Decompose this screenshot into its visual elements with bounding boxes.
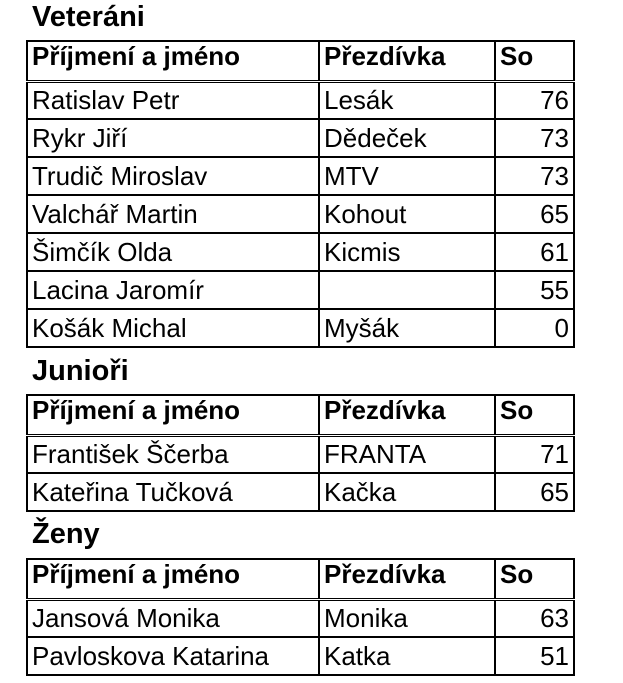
cell-name: Košák Michal: [27, 309, 319, 347]
col-header-name: Příjmení a jméno: [27, 559, 319, 599]
cell-nickname: Monika: [319, 599, 495, 637]
col-header-nickname: Přezdívka: [319, 559, 495, 599]
cell-name: Lacina Jaromír: [27, 271, 319, 309]
table-row: [27, 195, 574, 233]
table-juniori: [26, 394, 575, 512]
cell-name: Kateřina Tučková: [27, 473, 319, 511]
table-row: [27, 473, 574, 511]
section-title-zeny: Ženy: [32, 518, 100, 550]
cell-name: Ratislav Petr: [27, 81, 319, 119]
cell-score: 0: [495, 309, 574, 347]
cell-nickname: Katka: [319, 637, 495, 675]
table-row: [27, 435, 574, 473]
col-header-name: Příjmení a jméno: [27, 41, 319, 81]
header-row: [27, 41, 574, 81]
cell-name: Rykr Jiří: [27, 119, 319, 157]
section-title-juniori: Junioři: [32, 355, 129, 387]
cell-score: 51: [495, 637, 574, 675]
cell-nickname: Kačka: [319, 473, 495, 511]
cell-nickname: Kicmis: [319, 233, 495, 271]
table-row: [27, 599, 574, 637]
table-row: [27, 119, 574, 157]
cell-name: Trudič Miroslav: [27, 157, 319, 195]
cell-name: František Ščerba: [27, 435, 319, 473]
table-row: [27, 233, 574, 271]
cell-nickname: Kohout: [319, 195, 495, 233]
table-veterani: [26, 40, 575, 348]
cell-name: Šimčík Olda: [27, 233, 319, 271]
cell-score: 73: [495, 119, 574, 157]
cell-nickname: FRANTA: [319, 435, 495, 473]
table-zeny: [26, 558, 575, 676]
section-title-veterani: Veteráni: [32, 1, 145, 33]
cell-name: Valchář Martin: [27, 195, 319, 233]
col-header-score: So: [495, 41, 574, 81]
cell-score: 65: [495, 195, 574, 233]
col-header-name: Příjmení a jméno: [27, 395, 319, 435]
table-row: [27, 81, 574, 119]
col-header-nickname: Přezdívka: [319, 395, 495, 435]
cell-name: Pavloskova Katarina: [27, 637, 319, 675]
cell-nickname: Myšák: [319, 309, 495, 347]
cell-score: 55: [495, 271, 574, 309]
table-row: [27, 637, 574, 675]
cell-nickname: Dědeček: [319, 119, 495, 157]
table-row: [27, 271, 574, 309]
col-header-score: So: [495, 395, 574, 435]
header-row: [27, 395, 574, 435]
cell-nickname: Lesák: [319, 81, 495, 119]
col-header-score: So: [495, 559, 574, 599]
cell-name: Jansová Monika: [27, 599, 319, 637]
cell-score: 65: [495, 473, 574, 511]
cell-score: 71: [495, 435, 574, 473]
col-header-nickname: Přezdívka: [319, 41, 495, 81]
cell-nickname: [319, 271, 495, 309]
header-row: [27, 559, 574, 599]
table-row: [27, 309, 574, 347]
cell-score: 76: [495, 81, 574, 119]
cell-score: 61: [495, 233, 574, 271]
cell-nickname: MTV: [319, 157, 495, 195]
table-row: [27, 157, 574, 195]
cell-score: 63: [495, 599, 574, 637]
cell-score: 73: [495, 157, 574, 195]
